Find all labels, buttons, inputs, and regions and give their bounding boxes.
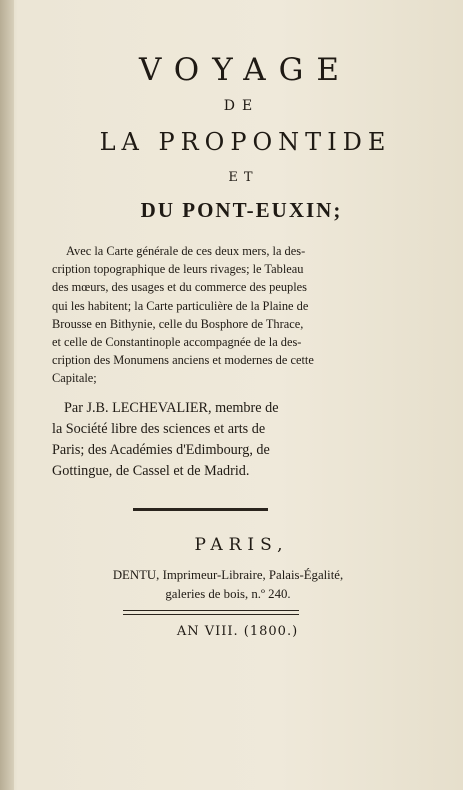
book-spine-edge — [0, 0, 14, 790]
title-et: ET — [228, 170, 259, 185]
imprint-year: AN VIII. (1800.) — [176, 624, 299, 639]
author-line: Paris; des Académies d'Edimbourg, de — [52, 442, 270, 458]
title-pont-euxin: DU PONT-EUXIN; — [140, 198, 343, 222]
description-line: Avec la Carte générale de ces deux mers, la des- — [66, 244, 306, 258]
divider-rule — [133, 508, 268, 511]
title-de: DE — [223, 98, 260, 114]
description-line: et celle de Constantinople accompagnée de la des- — [52, 335, 302, 350]
title-propontide: LA PROPONTIDE — [99, 128, 392, 156]
description-paragraph — [52, 242, 382, 388]
author-paragraph — [52, 398, 382, 482]
author-line: Gottingue, de Cassel et de Madrid. — [52, 463, 250, 479]
description-line: Brousse en Bithynie, celle du Bosphore de Thrace, — [52, 316, 304, 331]
double-rule-bottom — [123, 614, 299, 615]
publisher-line: DENTU, Imprimeur-Libraire, Palais-Égalité, — [112, 568, 344, 582]
imprint-publisher — [58, 566, 398, 604]
description-line: cription topographique de leurs rivages; le Tableau — [52, 262, 304, 277]
description-line: qui les habitent; la Carte particulière de la Plaine de — [52, 298, 309, 313]
description-line: des mœurs, des usages et du commerce des peuples — [52, 280, 307, 295]
description-line: Capitale; — [52, 371, 97, 386]
author-line: la Société libre des sciences et arts de — [52, 421, 266, 437]
title-voyage: VOYAGE — [138, 52, 353, 88]
description-line: cription des Monumens anciens et modernes de cette — [52, 353, 314, 368]
author-line: Par J.B. LECHEVALIER, membre de — [64, 400, 279, 416]
imprint-city: PARIS, — [194, 535, 289, 555]
double-rule-top — [123, 610, 299, 611]
publisher-address-line: galeries de bois, n.º 240. — [165, 587, 291, 601]
